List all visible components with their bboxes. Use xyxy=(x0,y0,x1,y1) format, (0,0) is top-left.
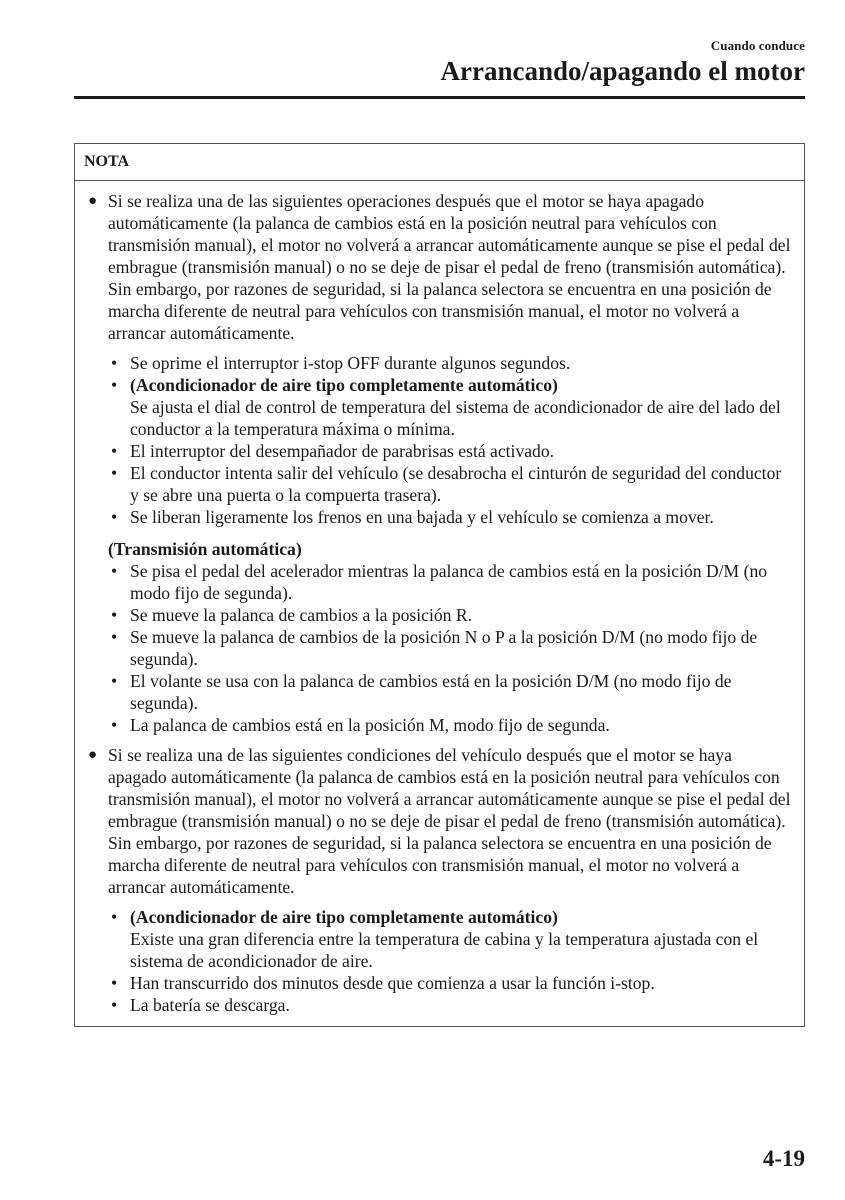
sub-list xyxy=(108,906,792,1016)
list-item-text: Se oprime el interruptor i-stop OFF durante algunos segundos. xyxy=(130,353,571,373)
page-title: Arrancando/apagando el motor xyxy=(440,56,805,86)
sub-bullet-icon: • xyxy=(111,907,118,927)
sub-bullet-icon: • xyxy=(111,375,118,395)
list-item-text: El conductor intenta salir del vehículo (se desabrocha el cinturón de seguridad del conductor y se abre una puerta o la compuerta trasera). xyxy=(130,463,782,505)
sub-bullet-icon: • xyxy=(111,463,118,483)
sub-list xyxy=(108,352,792,528)
list-item-text: Se ajusta el dial de control de temperatura del sistema de acondicionador de aire del lado del conductor a la temperatura máxima o mínima. xyxy=(130,397,781,439)
sub-bullet-icon: • xyxy=(111,995,118,1015)
sub-bullet-icon: • xyxy=(111,441,118,461)
list-item xyxy=(108,462,792,506)
subsection-heading: (Transmisión automática) xyxy=(108,539,302,559)
sub-bullet-icon: • xyxy=(111,973,118,993)
note-body xyxy=(75,181,804,1026)
list-item-text: Se liberan ligeramente los frenos en una bajada y el vehículo se comienza a mover. xyxy=(130,507,714,527)
list-item-label: (Acondicionador de aire tipo completamente automático) xyxy=(130,907,558,927)
sub-bullet-icon: • xyxy=(111,507,118,527)
sub-bullet-icon: • xyxy=(111,353,118,373)
list-item xyxy=(108,604,792,626)
sub-bullet-icon: • xyxy=(111,627,118,647)
list-item xyxy=(108,352,792,374)
bullet-icon: ● xyxy=(88,193,98,209)
bullet-text: Si se realiza una de las siguientes operaciones después que el motor se haya apagado automáticamente (la palanca de cambios está en la posición neutral para vehículos con transmisión manual), el motor no volverá a arrancar automáticamente aunque se pise el pedal del embrague (transmisión manual) o no se deje de pisar el pedal de freno (transmisión automática). Sin embargo, por razones de seguridad, si la palanca selectora se encuentra en una posición de marcha diferente de neutral para vehículos con transmisión manual, el motor no volverá a arrancar automáticamente. xyxy=(108,191,791,343)
note-bullet xyxy=(87,190,792,736)
sub-bullet-icon: • xyxy=(111,605,118,625)
note-box xyxy=(74,143,805,1027)
list-item xyxy=(108,506,792,528)
section-label: Cuando conduce xyxy=(710,38,805,53)
header-rule xyxy=(74,96,805,99)
list-item-text: La palanca de cambios está en la posición M, modo fijo de segunda. xyxy=(130,715,610,735)
page-number: 4-19 xyxy=(762,1146,805,1171)
list-item-text: El volante se usa con la palanca de cambios está en la posición D/M (no modo fijo de segunda). xyxy=(130,671,732,713)
list-item xyxy=(108,374,792,440)
list-item xyxy=(108,972,792,994)
sub-bullet-icon: • xyxy=(111,561,118,581)
list-item-text: Se pisa el pedal del acelerador mientras la palanca de cambios está en la posición D/M (no modo fijo de segunda). xyxy=(130,561,768,603)
list-item xyxy=(108,994,792,1016)
sub-bullet-icon: • xyxy=(111,671,118,691)
list-item-text: La batería se descarga. xyxy=(130,995,290,1015)
list-item-text: El interruptor del desempañador de parabrisas está activado. xyxy=(130,441,555,461)
bullet-icon: ● xyxy=(88,747,98,763)
sub-list xyxy=(108,560,792,736)
list-item-text: Se mueve la palanca de cambios a la posición R. xyxy=(130,605,472,625)
list-item xyxy=(108,906,792,972)
list-item xyxy=(108,560,792,604)
list-item xyxy=(108,440,792,462)
list-item xyxy=(108,626,792,670)
list-item-label: (Acondicionador de aire tipo completamente automático) xyxy=(130,375,558,395)
list-item-text: Han transcurrido dos minutos desde que comienza a usar la función i-stop. xyxy=(130,973,655,993)
list-item-text: Existe una gran diferencia entre la temperatura de cabina y la temperatura ajustada con el sistema de acondicionador de aire. xyxy=(130,929,759,971)
list-item-text: Se mueve la palanca de cambios de la posición N o P a la posición D/M (no modo fijo de segunda). xyxy=(130,627,758,669)
note-bullet xyxy=(87,744,792,1016)
note-title: NOTA xyxy=(75,144,804,181)
list-item xyxy=(108,670,792,714)
sub-bullet-icon: • xyxy=(111,715,118,735)
bullet-text: Si se realiza una de las siguientes condiciones del vehículo después que el motor se haya apagado automáticamente (la palanca de cambios está en la posición neutral para vehículos con transmisión manual), el motor no volverá a arrancar automáticamente aunque se pise el pedal del embrague (transmisión manual) o no se deje de pisar el pedal de freno (transmisión automática). Sin embargo, por razones de seguridad, si la palanca selectora se encuentra en una posición de marcha diferente de neutral para vehículos con transmisión manual, el motor no volverá a arrancar automáticamente. xyxy=(108,745,791,897)
list-item xyxy=(108,714,792,736)
